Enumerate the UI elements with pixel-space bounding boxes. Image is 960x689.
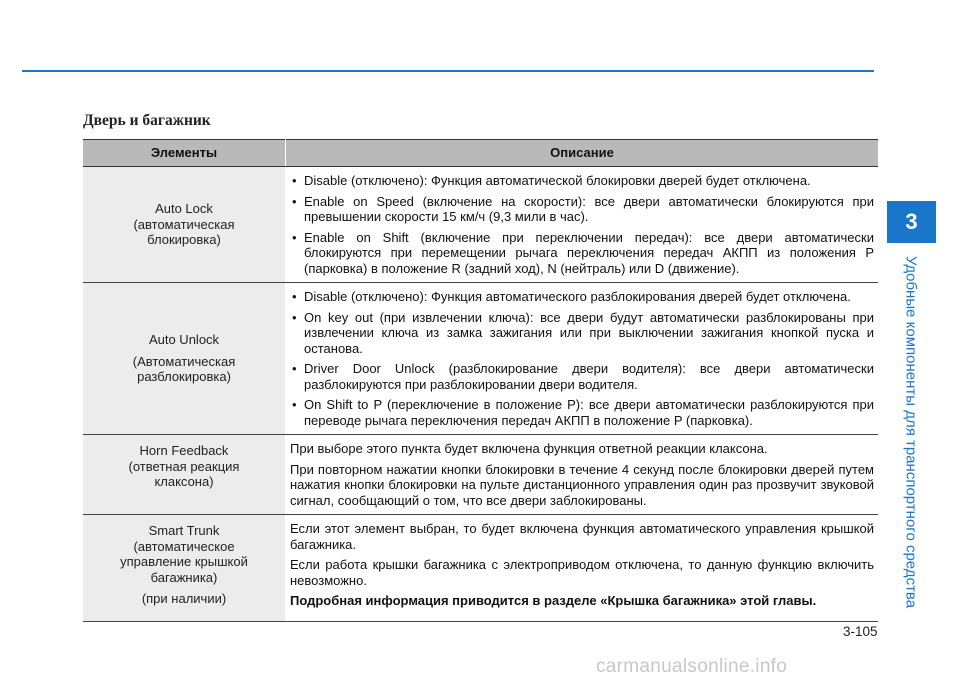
element-translation: (Автоматическая — [132, 353, 236, 369]
element-translation: багажника) — [150, 569, 218, 585]
availability-note: (при наличии) — [141, 591, 227, 606]
description-cell — [286, 435, 879, 515]
list-item: • Driver Door Unlock (разблокирование двери водителя): все двери автоматически разблокируются при разблокировании двери водителя. — [290, 361, 874, 392]
description-cell — [286, 283, 879, 435]
element-translation: (ответная реакция — [128, 458, 240, 474]
element-translation: (автоматическая — [133, 216, 235, 232]
list-item: • On key out (при извлечении ключа): все двери будут автоматически разблокированы при извлечении ключа из замка зажигания или при выключении зажигания кнопкой пуска и останова. — [290, 310, 874, 357]
paragraph: Если работа крышки багажника с электроприводом отключена, то данную функцию включить невозможно. — [290, 557, 874, 588]
element-translation: (автоматическое — [133, 538, 235, 554]
element-translation: клаксона) — [154, 474, 214, 489]
element-translation: разблокировка) — [137, 369, 231, 385]
list-item: • Enable on Shift (включение при переключении передач): все двери автоматически блокируются при перемещении рычага переключения передач АКПП из положения P (парковка) в положение R (задний ход), N (нейтраль) или D (движение). — [290, 230, 874, 277]
top-rule — [22, 70, 874, 72]
header-elements: Элементы — [83, 140, 286, 167]
table-row — [83, 283, 878, 435]
paragraph: При выборе этого пункта будет включена функция ответной реакции клаксона. — [290, 441, 768, 456]
paragraph: Если этот элемент выбран, то будет включена функция автоматического управления крышкой багажника. — [290, 521, 874, 552]
watermark: carmanualsonline.info — [596, 656, 788, 677]
header-description: Описание — [286, 140, 879, 167]
element-cell-auto-unlock — [83, 283, 286, 435]
reference-note: Подробная информация приводится в разделе «Крышка багажника» этой главы. — [290, 593, 817, 608]
list-item: • Enable on Speed (включение на скорости): все двери автоматически блокируются при превышении скорости 15 км/ч (9,3 мили в час). — [290, 194, 874, 225]
page-number: 3-105 — [843, 624, 878, 639]
list-item: • Disable (отключено): Функция автоматического разблокирования дверей будет отключена. — [290, 289, 874, 305]
element-name: Horn Feedback — [139, 443, 229, 458]
list-item: • Disable (отключено): Функция автоматической блокировки дверей будет отключена. — [290, 173, 874, 189]
chapter-tab — [887, 201, 936, 243]
description-cell — [286, 167, 879, 283]
settings-table — [83, 139, 878, 622]
table-row — [83, 167, 878, 283]
element-translation: управление крышкой — [120, 554, 248, 569]
paragraph: При повторном нажатии кнопки блокировки в течение 4 секунд после блокировки дверей путем нажатия кнопки блокировки на пульте дистанционного управления один раз прозвучит звуковой сигнал, сообщающий о том, что все двери заблокированы. — [290, 461, 874, 508]
table-row — [83, 435, 878, 515]
table-header-row — [83, 140, 878, 167]
element-translation: блокировка) — [147, 232, 221, 248]
element-cell-horn-feedback — [83, 435, 286, 515]
chapter-title-vertical — [896, 256, 926, 609]
chapter-number: 3 — [905, 209, 918, 234]
table-row — [83, 515, 878, 622]
chapter-title: Удобные компоненты для транспортного средства — [902, 256, 920, 609]
section-title: Дверь и багажник — [83, 112, 211, 129]
element-cell-smart-trunk — [83, 515, 286, 622]
element-name: Auto Lock — [155, 201, 213, 217]
element-name: Smart Trunk — [148, 523, 220, 538]
list-item: • On Shift to P (переключение в положение P): все двери автоматически разблокируются при переводе рычага переключения передач АКПП в положение P (парковка). — [290, 397, 874, 428]
element-cell-auto-lock — [83, 167, 286, 283]
element-name: Auto Unlock — [148, 332, 220, 348]
description-cell — [286, 515, 879, 622]
